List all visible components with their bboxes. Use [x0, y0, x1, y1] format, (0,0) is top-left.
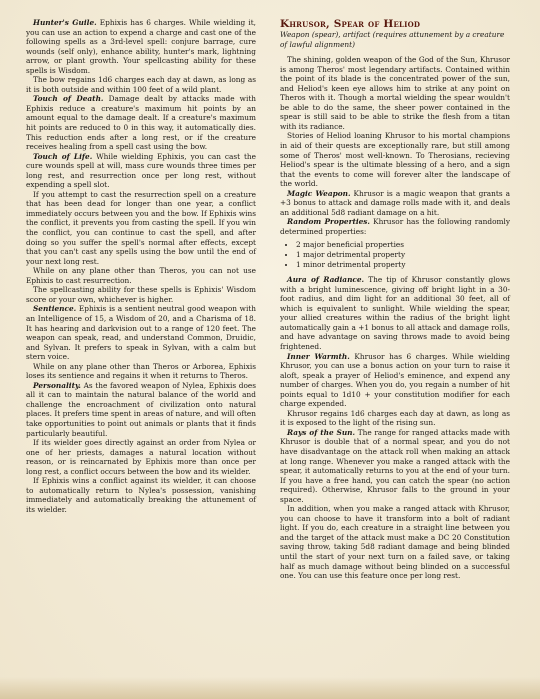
paragraph [26, 381, 256, 438]
feature-name: Sentience. [33, 304, 77, 314]
item-subtitle: Weapon (spear), artifact (requires attunement by a creature of lawful alignment) [280, 30, 505, 49]
paragraph [26, 152, 256, 190]
paragraph-text: Khrusor is a magic weapon that grants a +3 bonus to attack and damage rolls made with it, and deals an additional 5d8 radiant damage on a hit. [280, 188, 511, 217]
paragraph-text: As the favored weapon of Nylea, Ephixis does all it can to maintain the natural balance of the world and challenge the encroachment of civilization onto natural places. It prefers time spent in areas of nature, and will often take opportunities to point out animals or plants that it finds particularly beautiful. [26, 380, 256, 438]
right-column [280, 18, 510, 581]
paragraph-text: Damage dealt by attacks made with Ephixis reduce a creature's maximum hit points by an amount equal to the damage dealt. If a creature's maximum hit points are reduced to 0 in this way, it automatically dies. This reduction ends after a long rest, or if the creature receives healing from a spell cast using the bow. [26, 94, 256, 152]
page-footer-band [0, 677, 540, 699]
paragraph: Stories of Heliod loaning Khrusor to his mortal champions in aid of their quests are exceptionally rare, but still among some of Theros' most well-known. To Therosians, recieving Heliod's spear is the ultimate blessing of a hero, and a sign that the events to come will forever alter the landscape of the world. [280, 131, 510, 189]
paragraph: While on any plane other than Theros or Arborea, Ephixis loses its sentience and regains it when it returns to Theros. [26, 361, 256, 381]
paragraph-text: While wielding Ephixis, you can cast the cure wounds spell at will, mass cure wounds three times per long rest, and resurrection once per long rest, without expending a spell slot. [26, 151, 256, 190]
paragraph [26, 304, 256, 361]
paragraph [26, 94, 256, 151]
paragraph-text: Khrusor has the following randomly determined properties: [280, 217, 510, 236]
paragraph [280, 275, 510, 351]
feature-name: Rays of the Sun. [287, 427, 356, 437]
paragraph-text: Ephixis is a sentient neutral good weapon with an Intelligence of 15, a Wisdom of 20, and a Charisma of 18. It has hearing and darkvision out to a range of 120 feet. The weapon can speak, read, and understand Common, Druidic, and Sylvan. It prefers to speak in Sylvan, with a calm but stern voice. [26, 304, 256, 362]
feature-name: Inner Warmth. [287, 351, 350, 361]
paragraph [280, 428, 510, 504]
feature-name: Personality. [33, 380, 81, 390]
list-item: • 1 minor detrimental property [296, 260, 510, 270]
paragraph: If you attempt to cast the resurrection spell on a creature that has been dead for longer than one year, a conflict immediately occurs between you and the bow. If Ephixis wins the conflict, it prevents you from casting the spell. If you win the conflict, you can continue to cast the spell, and after doing so you suffer the spell's normal after effects, except that you can't cast any spells using the bow until the end of your next long rest. [26, 189, 256, 266]
feature-name: Random Properties. [287, 217, 370, 227]
item-title: Khrusor, Spear of Heliod [280, 18, 421, 30]
paragraph: If its wielder goes directly against an order from Nylea or one of her priests, damages a natural location without reason, or is reincarnated by Ephixis more than once per long rest, a conflict occurs between the bow and its wielder. [26, 438, 256, 476]
paragraph-text: Khrusor has 6 charges. While wielding Khrusor, you can use a bonus action on your turn to raise it aloft, speak a prayer of Heliod's eminence, and expend any number of charges. When you do, you regain a number of hit points equal to 1d10 + your constitution modifier for each charge expended. [280, 351, 510, 409]
paragraph [280, 189, 510, 218]
list-item: • 1 major detrimental property [296, 250, 510, 260]
property-list [280, 240, 510, 269]
paragraph-text: The tip of Khrusor constantly glows with a bright luminescence, giving off bright light in a 30-foot radius, and dim light for an additional 30 feet, all of which is equivalent to sunlight. While wielding the spear, your allied creatures within the radius of the bright light automatically gain a +1 bonus to all attack and damage rolls, and have advantage on saving throws made to avoid being frightened. [280, 275, 510, 351]
left-column [26, 18, 256, 514]
feature-name: Magic Weapon. [287, 188, 351, 198]
feature-name: Touch of Death. [33, 94, 104, 104]
paragraph: The bow regains 1d6 charges each day at dawn, as long as it is both outside and within 100 feet of a wild plant. [26, 75, 256, 94]
feature-name: Touch of Life. [33, 151, 93, 161]
paragraph [280, 352, 510, 409]
paragraph: The shining, golden weapon of the God of the Sun, Khrusor is among Theros' most legendary artifacts. Contained within the point of its blade is the concentrated power of the sun, and Heliod's keen eye allows him to strike at any point on Theros with it. Though a mortal wielding the spear wouldn't be able to do the same, the sheer power contained in the spear is still said to be able to strike the flesh from a titan with its radiance. [280, 55, 510, 131]
paragraph-text: Ephixis has 6 charges. While wielding it, you can use an action to expend a charge and cast one of the following spells as a 3rd-level spell: conjure barrage, cure wounds (self only), enhance ability, hunter's mark, lightning arrow, or plant growth. Your spellcasting ability for these spells is Wisdom. [26, 18, 256, 75]
paragraph [26, 18, 256, 75]
paragraph: The spellcasting ability for these spells is Ephixis' Wisdom score or your own, whichever is higher. [26, 285, 256, 304]
paragraph [280, 217, 510, 236]
paragraph: While on any plane other than Theros, you can not use Ephixis to cast resurrection. [26, 266, 256, 285]
feature-name: Hunter's Guile. [33, 18, 97, 27]
feature-name: Aura of Radiance. [287, 275, 365, 285]
paragraph: In addition, when you make a ranged attack with Khrusor, you can choose to have it transform into a bolt of radiant light. If you do, each creature in a straight line between you and the target of the attack must make a DC 20 Constitution saving throw, taking 5d8 radiant damage and being blinded until the start of your next turn on a failed save, or taking half as much damage without being blinded on a successful one. You can use this feature once per long rest. [280, 504, 510, 581]
paragraph-text: The range for ranged attacks made with Khrusor is double that of a normal spear, and you do not have disadvantage on the attack roll when making an attack at long range. Whenever you make a ranged attack with the spear, it automatically returns to you at the end of your turn. If you have a free hand, you can catch the spear (no action required). Otherwise, Khrusor falls to the ground in your space. [280, 427, 510, 504]
paragraph: If Ephixis wins a conflict against its wielder, it can choose to automatically return to Nylea's possession, vanishing immediately and automatically breaking the attunement of its wielder. [26, 476, 256, 514]
paragraph: Khrusor regains 1d6 charges each day at dawn, as long as it is exposed to the light of the rising sun. [280, 408, 510, 428]
list-item: • 2 major beneficial properties [296, 240, 510, 250]
